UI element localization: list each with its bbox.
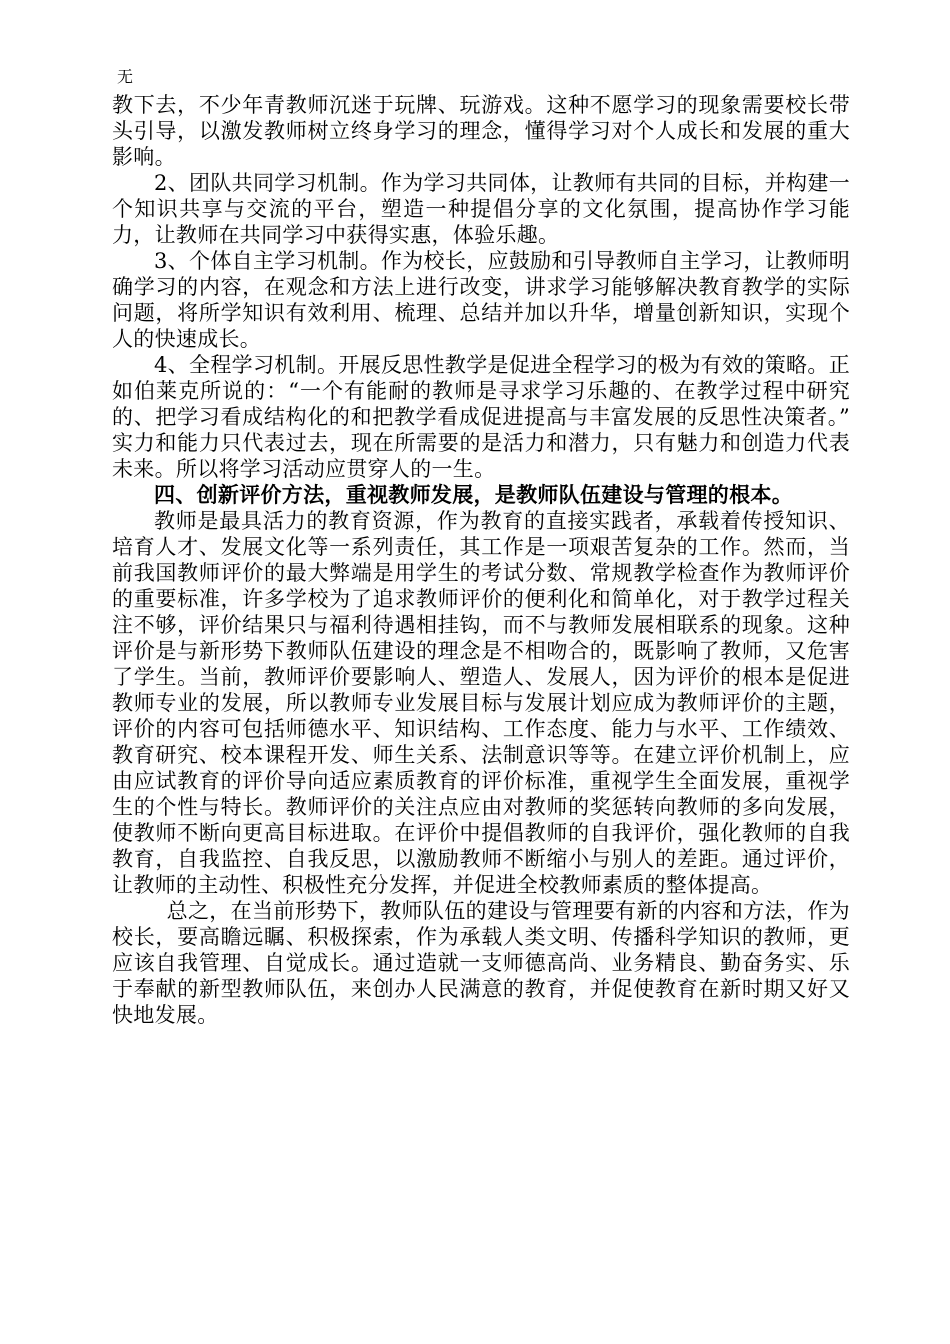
paragraph-conclusion: 总之，在当前形势下，教师队伍的建设与管理要有新的内容和方法，作为校长，要高瞻远瞩、积极探索，作为承载人类文明、传播科学知识的教师，更应该自我管理、自觉成长。通过造就一支师德高尚、业务精良、勤奋务实、乐于奉献的新型教师队伍，来创办人民满意的教育，并促使教育在新时期又好又快地发展。 — [112, 899, 850, 1027]
paragraph-lifelong-learning: 4、全程学习机制。开展反思性教学是促进全程学习的极为有效的策略。正如伯莱克所说的：“一个有能耐的教师是寻求学习乐趣的、在教学过程中研究的、把学习看成结构化的和把教学看成促进提高与丰富发展的反思性决策者。” 实力和能力只代表过去，现在所需要的是活力和潜力，只有魅力和创造力代表未来。所以将学习活动应贯穿人的一生。 — [112, 353, 850, 481]
document-page — [112, 64, 850, 1028]
paragraph-self-learning: 3、个体自主学习机制。作为校长，应鼓励和引导教师自主学习，让教师明确学习的内容，在观念和方法上进行改变，讲求学习能够解决教育教学的实际问题，将所学知识有效利用、梳理、总结并加以升华，增量创新知识，实现个人的快速成长。 — [112, 249, 850, 351]
header-mark: 无 — [117, 67, 134, 86]
paragraph-evaluation: 教师是最具活力的教育资源，作为教育的直接实践者，承载着传授知识、培育人才、发展文化等一系列责任，其工作是一项艰苦复杂的工作。然而，当前我国教师评价的最大弊端是用学生的考试分数、常规教学检查作为教师评价的重要标准，许多学校为了追求教师评价的便利化和简单化，对于教学过程关注不够，评价结果只与福利待遇相挂钩，而不与教师发展相联系的现象。这种评价是与新形势下教师队伍建设的理念是不相吻合的，既影响了教师，又危害了学生。当前，教师评价要影响人、塑造人、发展人，因为评价的根本是促进教师专业的发展，所以教师专业发展目标与发展计划应成为教师评价的主题，评价的内容可包括师德水平、知识结构、工作态度、能力与水平、工作绩效、教育研究、校本课程开发、师生关系、法制意识等等。在建立评价机制上，应由应试教育的评价导向适应素质教育的评价标准，重视学生全面发展，重视学生的个性与特长。教师评价的关注点应由对教师的奖惩转向教师的多向发展，使教师不断向更高目标进取。在评价中提倡教师的自我评价，强化教师的自我教育，自我监控、自我反思，以激励教师不断缩小与别人的差距。通过评价，让教师的主动性、积极性充分发挥，并促进全校教师素质的整体提高。 — [112, 509, 850, 897]
paragraph-team-learning: 2、团队共同学习机制。作为学习共同体，让教师有共同的目标，并构建一个知识共享与交流的平台，塑造一种提倡分享的文化氛围，提高协作学习能力，让教师在共同学习中获得实惠，体验乐趣。 — [112, 171, 850, 247]
paragraph-continuation: 教下去，不少年青教师沉迷于玩牌、玩游戏。这种不愿学习的现象需要校长带头引导，以激发教师树立终身学习的理念，懂得学习对个人成长和发展的重大影响。 — [112, 93, 850, 169]
section-heading-four: 四、创新评价方法，重视教师发展，是教师队伍建设与管理的根本。 — [154, 482, 793, 507]
